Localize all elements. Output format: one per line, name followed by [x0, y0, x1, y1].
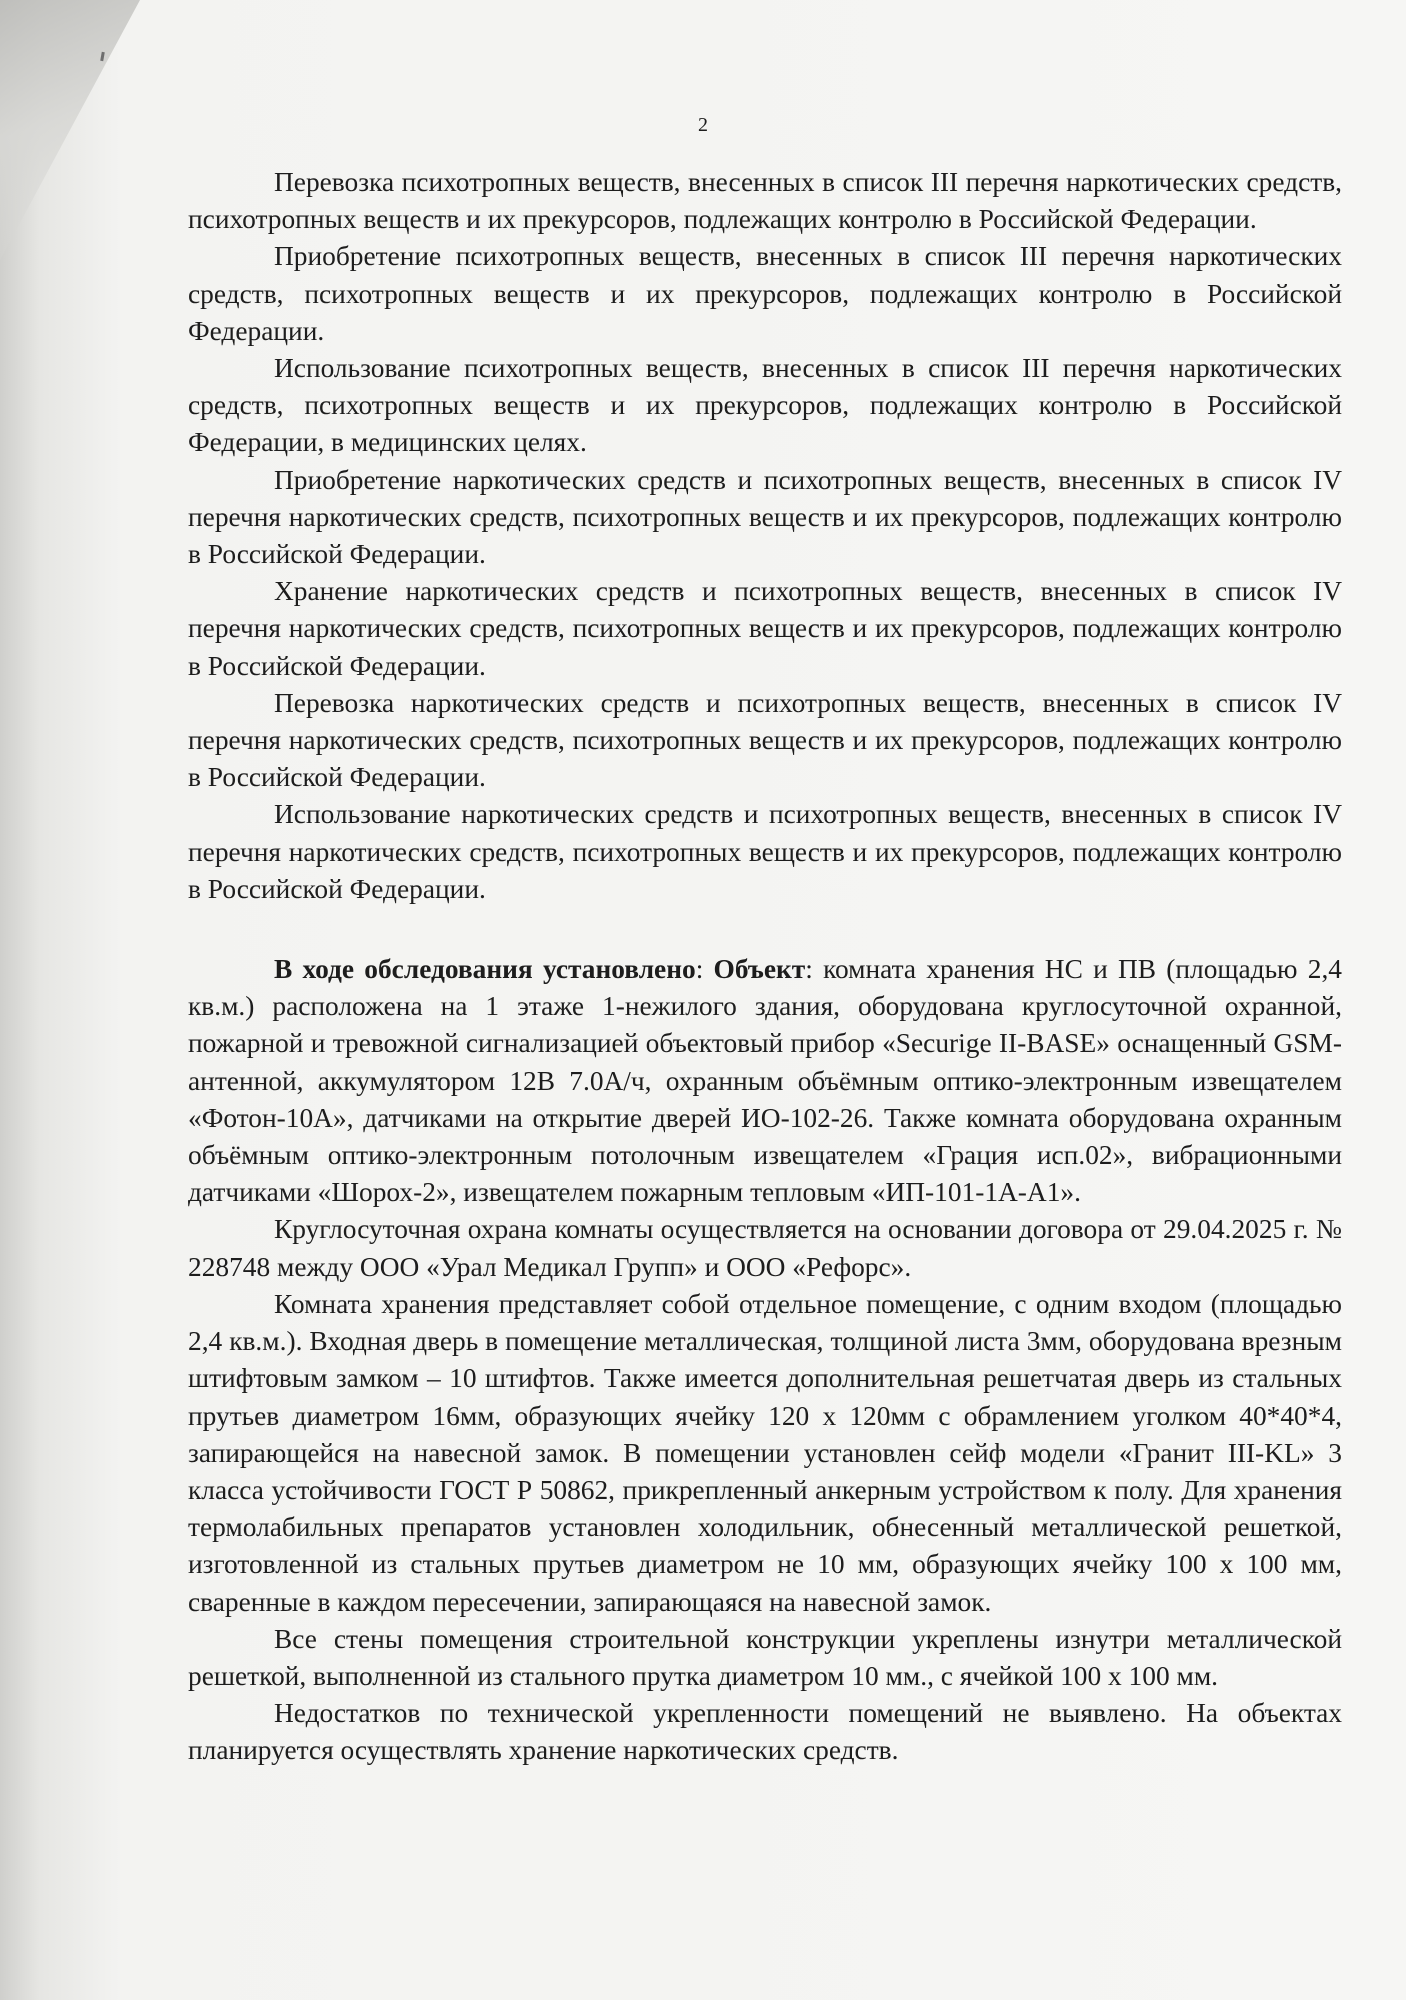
page-number: 2: [698, 114, 708, 136]
paragraph-transport-list-iii: Перевозка психотропных веществ, внесенных в список III перечня наркотических средств, психотропных веществ и их прекурсоров, подлежащих контролю в Российской Федерации.: [188, 167, 1342, 235]
label-established: В ходе обследования установлено: [274, 954, 696, 985]
inspection-text: комната хранения НС и ПВ (площадью 2,4 кв.м.) расположена на 1 этаже 1-нежилого здания, оборудована круглосуточной охранной, пожарной и тревожной сигнализацией объектовый прибор «Securige II-BASE» оснащенный GSM-антенной, аккумулятором 12В 7.0А/ч, охранным объёмным оптико-электронным извещателем «Фотон-10А», датчиками на открытие дверей ИО-102-26. Также комната оборудована охранным объёмным оптико-электронным потолочным извещателем «Грация исп.02», вибрационными датчиками «Шорох-2», извещателем пожарным тепловым «ИП-101-1А-А1».: [188, 954, 1342, 1208]
paragraph-security-contract: Круглосуточная охрана комнаты осуществляется на основании договора от 29.04.2025 г. № 228748 между ООО «Урал Медикал Групп» и ООО «Рефорс».: [188, 1214, 1342, 1282]
paragraph-conclusion: Недостатков по технической укрепленности помещений не выявлено. На объектах планируется осуществлять хранение наркотических средств.: [188, 1698, 1342, 1766]
paragraph-transport-list-iv: Перевозка наркотических средств и психотропных веществ, внесенных в список IV перечня наркотических средств, психотропных веществ и их прекурсоров, подлежащих контролю в Российской Федерации.: [188, 687, 1342, 793]
label-object: Объект: [713, 954, 806, 985]
paragraph-acquisition-list-iii: Приобретение психотропных веществ, внесенных в список III перечня наркотических средств, психотропных веществ и их прекурсоров, подлежащих контролю в Российской Федерации.: [188, 241, 1342, 346]
colon-separator: :: [805, 954, 824, 985]
paragraph-use-list-iv: Использование наркотических средств и психотропных веществ, внесенных в список IV перечня наркотических средств, психотропных веществ и их прекурсоров, подлежащих контролю в Российской Федерации.: [188, 799, 1342, 904]
document-body: [188, 164, 1342, 1770]
paragraph-room-description: Комната хранения представляет собой отдельное помещение, с одним входом (площадью 2,4 кв.м.). Входная дверь в помещение металлическая, толщиной листа 3мм, оборудована врезным штифтовым замком – 10 штифтов. Также имеется дополнительная решетчатая дверь из стальных прутьев диаметром 16мм, образующих ячейку 120 х 120мм с обрамлением уголком 40*40*4, запирающейся на навесной замок. В помещении установлен сейф модели «Гранит III-KL» 3 класса устойчивости ГОСТ Р 50862, прикрепленный анкерным устройством к полу. Для хранения термолабильных препаратов установлен холодильник, обнесенный металлической решеткой, изготовленной из стальных прутьев диаметром не 10 мм, образующих ячейку 100 х 100 мм, сваренные в каждом пересечении, запирающаяся на навесной замок.: [188, 1288, 1342, 1617]
paragraph-storage-list-iv: Хранение наркотических средств и психотропных веществ, внесенных в список IV перечня наркотических средств, психотропных веществ и их прекурсоров, подлежащих контролю в Российской Федерации.: [188, 576, 1342, 681]
paragraph-use-list-iii: Использование психотропных веществ, внесенных в список III перечня наркотических средств, психотропных веществ и их прекурсоров, подлежащих контролю в Российской Федерации, в медицинских целях.: [188, 353, 1342, 458]
colon-separator: :: [695, 954, 714, 985]
paragraph-inspection-result: [188, 951, 1342, 1211]
paragraph-acquisition-list-iv: Приобретение наркотических средств и психотропных веществ, внесенных в список IV перечня наркотических средств, психотропных веществ и их прекурсоров, подлежащих контролю в Российской Федерации.: [188, 464, 1342, 570]
section-gap: [188, 908, 1342, 951]
paragraph-wall-reinforcement: Все стены помещения строительной конструкции укреплены изнутри металлической решеткой, выполненной из стального прутка диаметром 10 мм., с ячейкой 100 х 100 мм.: [188, 1623, 1342, 1691]
